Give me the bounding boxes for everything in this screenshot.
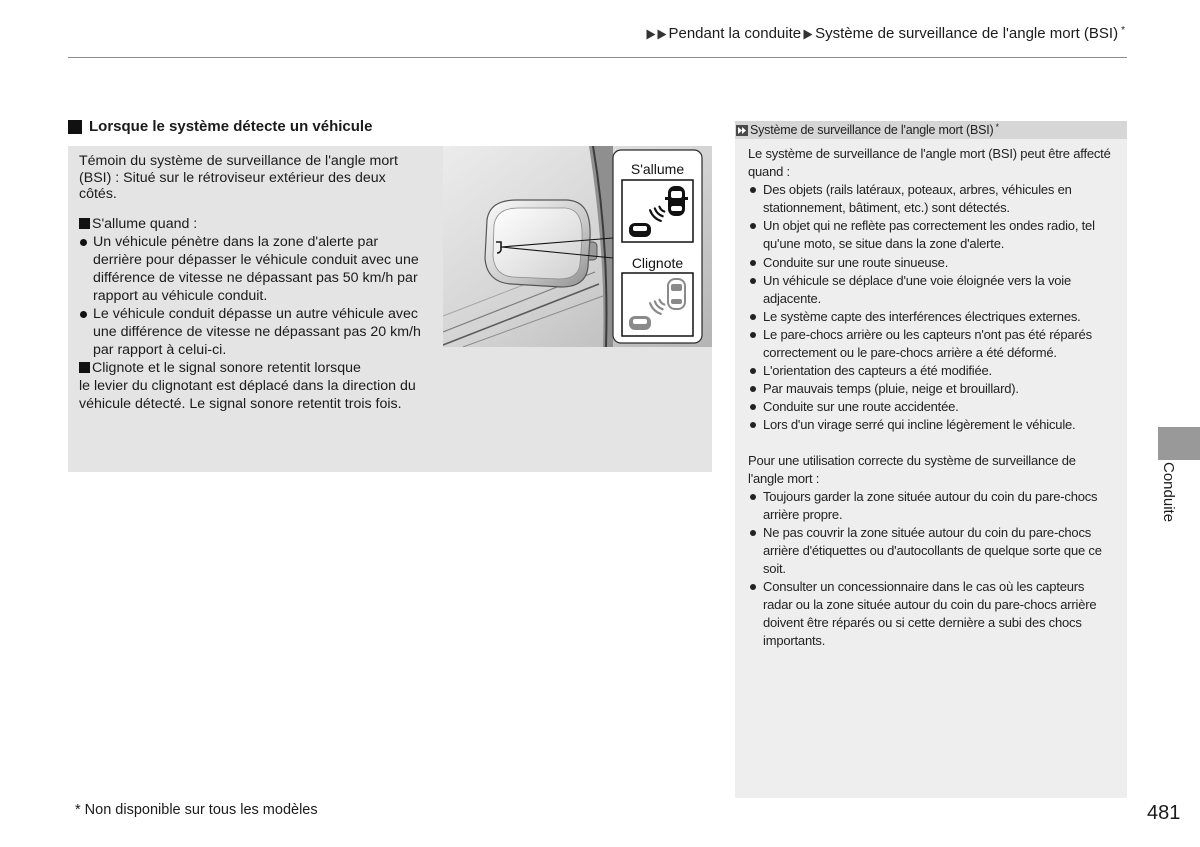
list-item-text: Des objets (rails latéraux, poteaux, arbres, véhicules en stationnement, bâtiment, etc.) sont détectés. — [763, 182, 1072, 216]
breadcrumb — [646, 24, 1125, 44]
bullet-marker — [750, 584, 756, 590]
indicator-text — [79, 153, 425, 413]
bullet-marker — [80, 311, 87, 318]
reference-arrows-icon — [736, 125, 748, 136]
list-item — [79, 305, 425, 359]
list-item — [748, 217, 1114, 253]
bullet-marker — [750, 278, 756, 284]
lights-up-heading-text: S'allume quand : — [92, 216, 198, 232]
list-item-text: Le véhicule conduit dépasse un autre véhicule avec une différence de vitesse ne dépassant pas 20 km/h par rapport à celui-ci. — [93, 306, 421, 358]
bullet-marker — [750, 404, 756, 410]
list-item — [748, 398, 1114, 416]
bullet-marker — [750, 260, 756, 266]
note-intro: Le système de surveillance de l'angle mort (BSI) peut être affecté quand : — [748, 146, 1111, 180]
detected-vehicle-icon — [629, 223, 651, 237]
square-marker-icon — [79, 362, 90, 373]
list-item-text: Lors d'un virage serré qui incline légèrement le véhicule. — [763, 417, 1076, 433]
list-item — [748, 524, 1114, 578]
square-marker-icon — [79, 218, 90, 229]
bullet-marker — [750, 386, 756, 392]
usage-intro: Pour une utilisation correcte du système de surveillance de l'angle mort : — [748, 452, 1076, 486]
section-title-text: Lorsque le système détecte un véhicule — [89, 118, 373, 135]
list-item-text: Conduite sur une route accidentée. — [763, 399, 959, 415]
list-item — [748, 254, 1114, 272]
footnote: * Non disponible sur tous les modèles — [75, 802, 318, 818]
list-item-text: Un véhicule pénètre dans la zone d'alerte par derrière pour dépasser le véhicule conduit avec une différence de vitesse ne dépassant pas 50 km/h par rapport au véhicule conduit. — [93, 234, 419, 304]
list-item — [748, 416, 1114, 434]
indicator-blink-icon — [622, 273, 693, 336]
section-title — [68, 117, 372, 136]
list-item — [748, 380, 1114, 398]
square-marker-icon — [68, 120, 82, 134]
own-vehicle-icon — [668, 279, 685, 309]
indicator-panel — [68, 146, 712, 472]
bullet-marker — [750, 223, 756, 229]
bullet-marker — [80, 239, 87, 246]
list-item-text: Toujours garder la zone située autour du coin du pare-chocs arrière propre. — [763, 488, 1098, 522]
note-panel — [735, 121, 1127, 798]
list-item — [748, 362, 1114, 380]
list-item — [79, 233, 425, 305]
note-body — [748, 145, 1114, 651]
mirror-illustration — [443, 146, 712, 347]
blinks-heading-text: Clignote et le signal sonore retentit lorsque — [92, 360, 361, 376]
list-item-text: L'orientation des capteurs a été modifiée. — [763, 363, 992, 379]
detected-vehicle-icon — [629, 316, 651, 330]
note-title: Système de surveillance de l'angle mort (BSI) — [750, 123, 994, 137]
mirror-glass — [493, 208, 582, 279]
triangle-right-icon — [657, 29, 667, 40]
breadcrumb-page: Système de surveillance de l'angle mort (BSI) — [815, 25, 1119, 42]
list-item — [748, 488, 1114, 524]
list-item-text: Par mauvais temps (pluie, neige et brouillard). — [763, 381, 1019, 397]
header-divider — [68, 57, 1127, 58]
list-item-text: Consulter un concessionnaire dans le cas où les capteurs radar ou la zone située autour du coin du pare-chocs arrière doivent être réparés ou si cette dernière a subi des chocs importants. — [763, 579, 1097, 649]
list-item — [748, 308, 1114, 326]
list-item — [748, 326, 1114, 362]
availability-asterisk: * — [995, 122, 999, 132]
list-item — [748, 272, 1114, 308]
indicator-description: Témoin du système de surveillance de l'angle mort (BSI) : Situé sur le rétroviseur extérieur des deux côtés. — [79, 153, 398, 202]
list-item-text: Ne pas couvrir la zone située autour du coin du pare-chocs arrière d'étiquettes ou d'autocollants de quelque sorte que ce soit. — [763, 524, 1102, 577]
bullet-marker — [750, 368, 756, 374]
chapter-tab-label: Conduite — [1160, 462, 1177, 523]
chapter-tab — [1158, 427, 1200, 460]
blinks-heading — [79, 359, 425, 377]
availability-asterisk: * — [1121, 25, 1125, 36]
breadcrumb-section: Pendant la conduite — [668, 25, 802, 42]
list-item — [748, 578, 1114, 650]
bullet-marker — [750, 187, 756, 193]
bullet-marker — [750, 332, 756, 338]
list-item-text: Conduite sur une route sinueuse. — [763, 254, 949, 270]
triangle-right-icon — [803, 29, 813, 40]
bullet-marker — [750, 530, 756, 536]
bullet-marker — [750, 314, 756, 320]
list-item-text: Le pare-chocs arrière ou les capteurs n'ont pas été réparés correctement ou le pare-chocs arrière a été déformé. — [763, 326, 1092, 361]
lights-up-heading — [79, 215, 425, 233]
indicator-lit-icon — [622, 180, 693, 242]
note-header — [735, 121, 1127, 139]
blinks-text: le levier du clignotant est déplacé dans la direction du véhicule détecté. Le signal sonore retentit trois fois. — [79, 378, 416, 412]
triangle-right-icon — [646, 29, 656, 40]
list-item-text: Le système capte des interférences électriques externes. — [763, 308, 1081, 324]
bullet-marker — [750, 422, 756, 428]
list-item-text: Un véhicule se déplace d'une voie éloignée vers la voie adjacente. — [763, 272, 1072, 306]
label-lights-up: S'allume — [630, 161, 685, 177]
bullet-marker — [750, 494, 756, 500]
list-item — [748, 181, 1114, 217]
list-item-text: Un objet qui ne reflète pas correctement les ondes radio, tel qu'une moto, se situe dans la zone d'alerte. — [763, 218, 1095, 252]
page-number: 481 — [1147, 802, 1181, 824]
label-blinks: Clignote — [631, 255, 684, 271]
